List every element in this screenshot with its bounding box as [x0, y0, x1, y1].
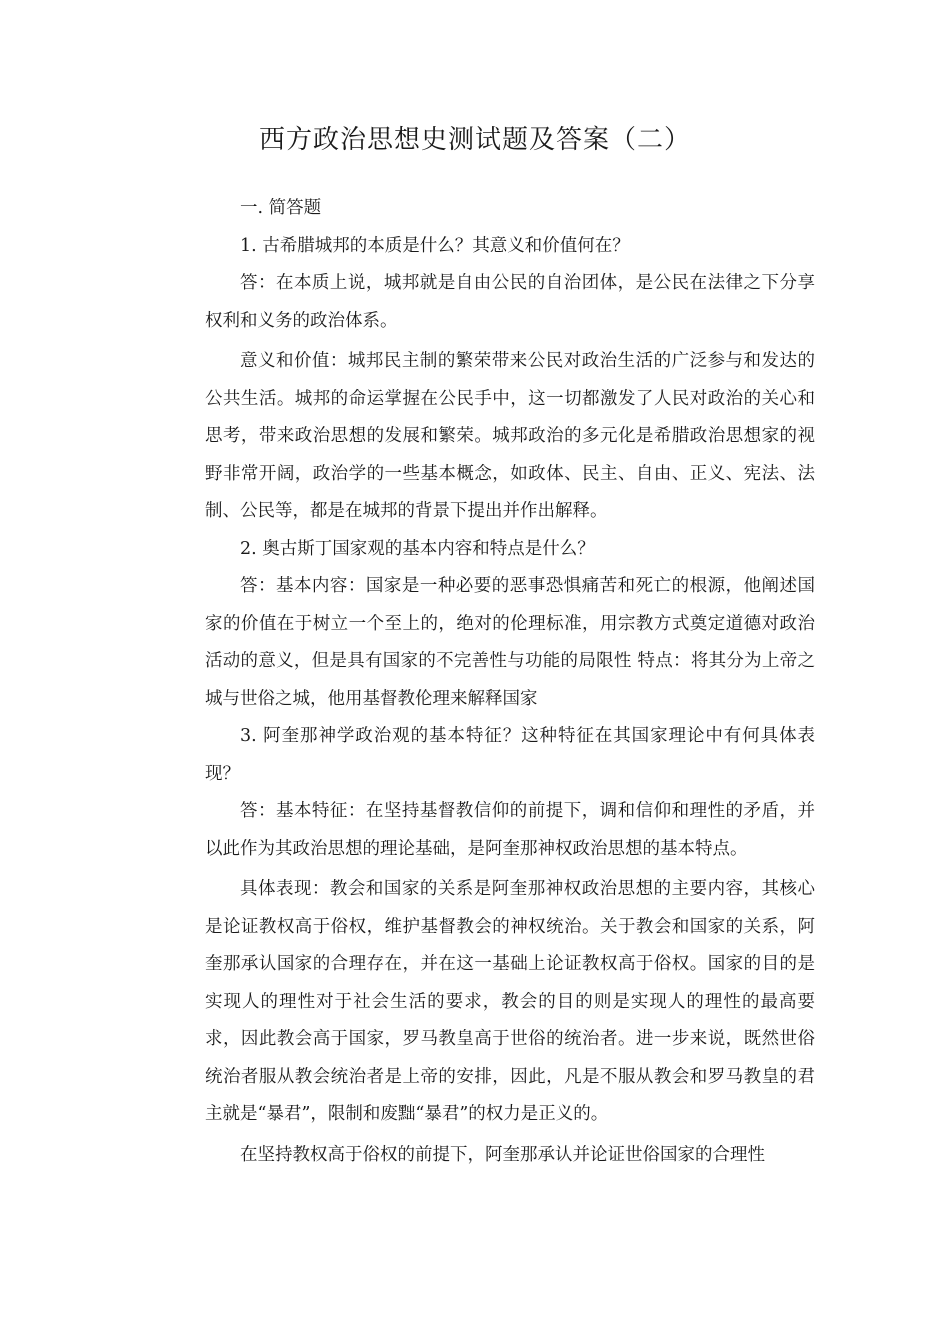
answer-1-significance: 意义和价值：城邦民主制的繁荣带来公民对政治生活的广泛参与和发达的公共生活。城邦的命运掌握在公民手中，这一切都激发了人民对政治的关心和思考，带来政治思想的发展和繁荣。城邦政治的多元化是希腊政治思想家的视野非常开阔，政治学的一些基本概念，如政体、民主、自由、正义、宪法、法制、公民等，都是在城邦的背景下提出并作出解释。	[205, 351, 815, 521]
document-body	[205, 190, 815, 1174]
answer-3-continuation: 在坚持教权高于俗权的前提下，阿奎那承认并论证世俗国家的合理性	[240, 1144, 765, 1165]
section-heading: 一. 简答题	[240, 198, 322, 218]
answer-1: 答：在本质上说，城邦就是自由公民的自治团体，是公民在法律之下分享权利和义务的政治体系。	[205, 273, 815, 331]
answer-3-features: 答：基本特征：在坚持基督教信仰的前提下，调和信仰和理性的矛盾，并以此作为其政治思想的理论基础，是阿奎那神权政治思想的基本特点。	[205, 801, 815, 859]
question-3: 3. 阿奎那神学政治观的基本特征？这种特征在其国家理论中有何具体表现？	[205, 726, 815, 784]
question-2: 2. 奥古斯丁国家观的基本内容和特点是什么？	[240, 538, 595, 559]
answer-3-manifestation: 具体表现：教会和国家的关系是阿奎那神权政治思想的主要内容，其核心是论证教权高于俗权，维护基督教会的神权统治。关于教会和国家的关系，阿奎那承认国家的合理存在，并在这一基础上论证教权高于俗权。国家的目的是实现人的理性对于社会生活的要求，教会的目的则是实现人的理性的最高要求，因此教会高于国家，罗马教皇高于世俗的统治者。进一步来说，既然世俗统治者服从教会统治者是上帝的安排，因此，凡是不服从教会和罗马教皇的君主就是“暴君”，限制和废黜“暴君”的权力是正义的。	[205, 879, 815, 1124]
page-title: 西方政治思想史测试题及答案（二）	[258, 125, 691, 155]
question-1: 1. 古希腊城邦的本质是什么？其意义和价值何在？	[240, 235, 630, 256]
answer-2: 答：基本内容：国家是一种必要的恶事恐惧痛苦和死亡的根源，他阐述国家的价值在于树立一个至上的，绝对的伦理标准，用宗教方式奠定道德对政治活动的意义，但是具有国家的不完善性与功能的局限性 特点：将其分为上帝之城与世俗之城，他用基督教伦理来解释国家	[205, 576, 815, 709]
